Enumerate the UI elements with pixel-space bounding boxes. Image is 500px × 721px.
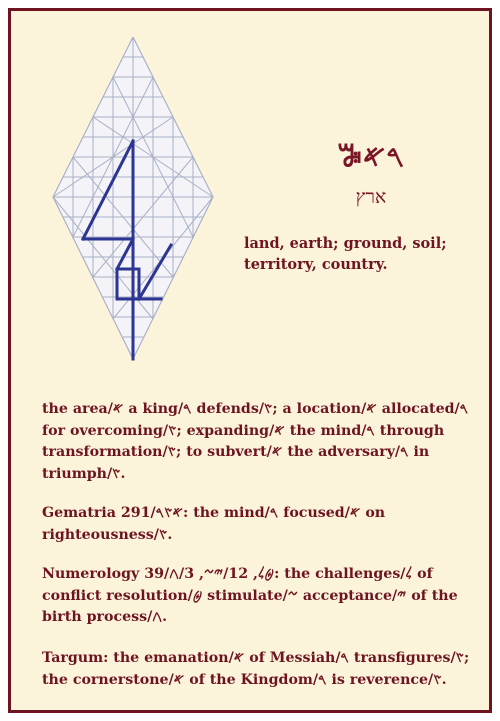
word-card <box>8 8 492 713</box>
meaning-paragraph: the area/𐤀 a king/𐤓 defends/𐤑; a location/𐤀 allocated/𐤓 for overcoming/𐤑; expanding/𐤀 the mind/𐤓 through transformation/𐤑; to subvert/𐤀 the adversary/𐤓 in triumph/𐤑. <box>42 401 469 482</box>
word-gloss: land, earth; ground, soil; territory, country. <box>244 235 447 273</box>
hebrew-word: ארץ <box>355 186 387 208</box>
gematria-paragraph: Gematria 291/𐤀𐤑𐤓: the mind/𐤓 focused/𐤀 on righteousness/𐤑. <box>42 505 386 543</box>
numerology-paragraph: Numerology 39/𐤈𐤋, 12/𐤉𐤆, 3/𐤂: the challenges/𐤋 of conflict resolution/𐤈 stimulate/𐤆 acceptance/𐤉 of the birth process/𐤂. <box>42 566 458 625</box>
glyph-diamond-grid <box>43 37 223 362</box>
paleo-word-title: ꕅ𐤓𐤀 <box>336 139 406 174</box>
targum-paragraph: Targum: the emanation/𐤀 of Messiah/𐤓 transfigures/𐤑; the cornerstone/𐤀 of the Kingdom/𐤓 is reverence/𐤑. <box>42 650 470 688</box>
